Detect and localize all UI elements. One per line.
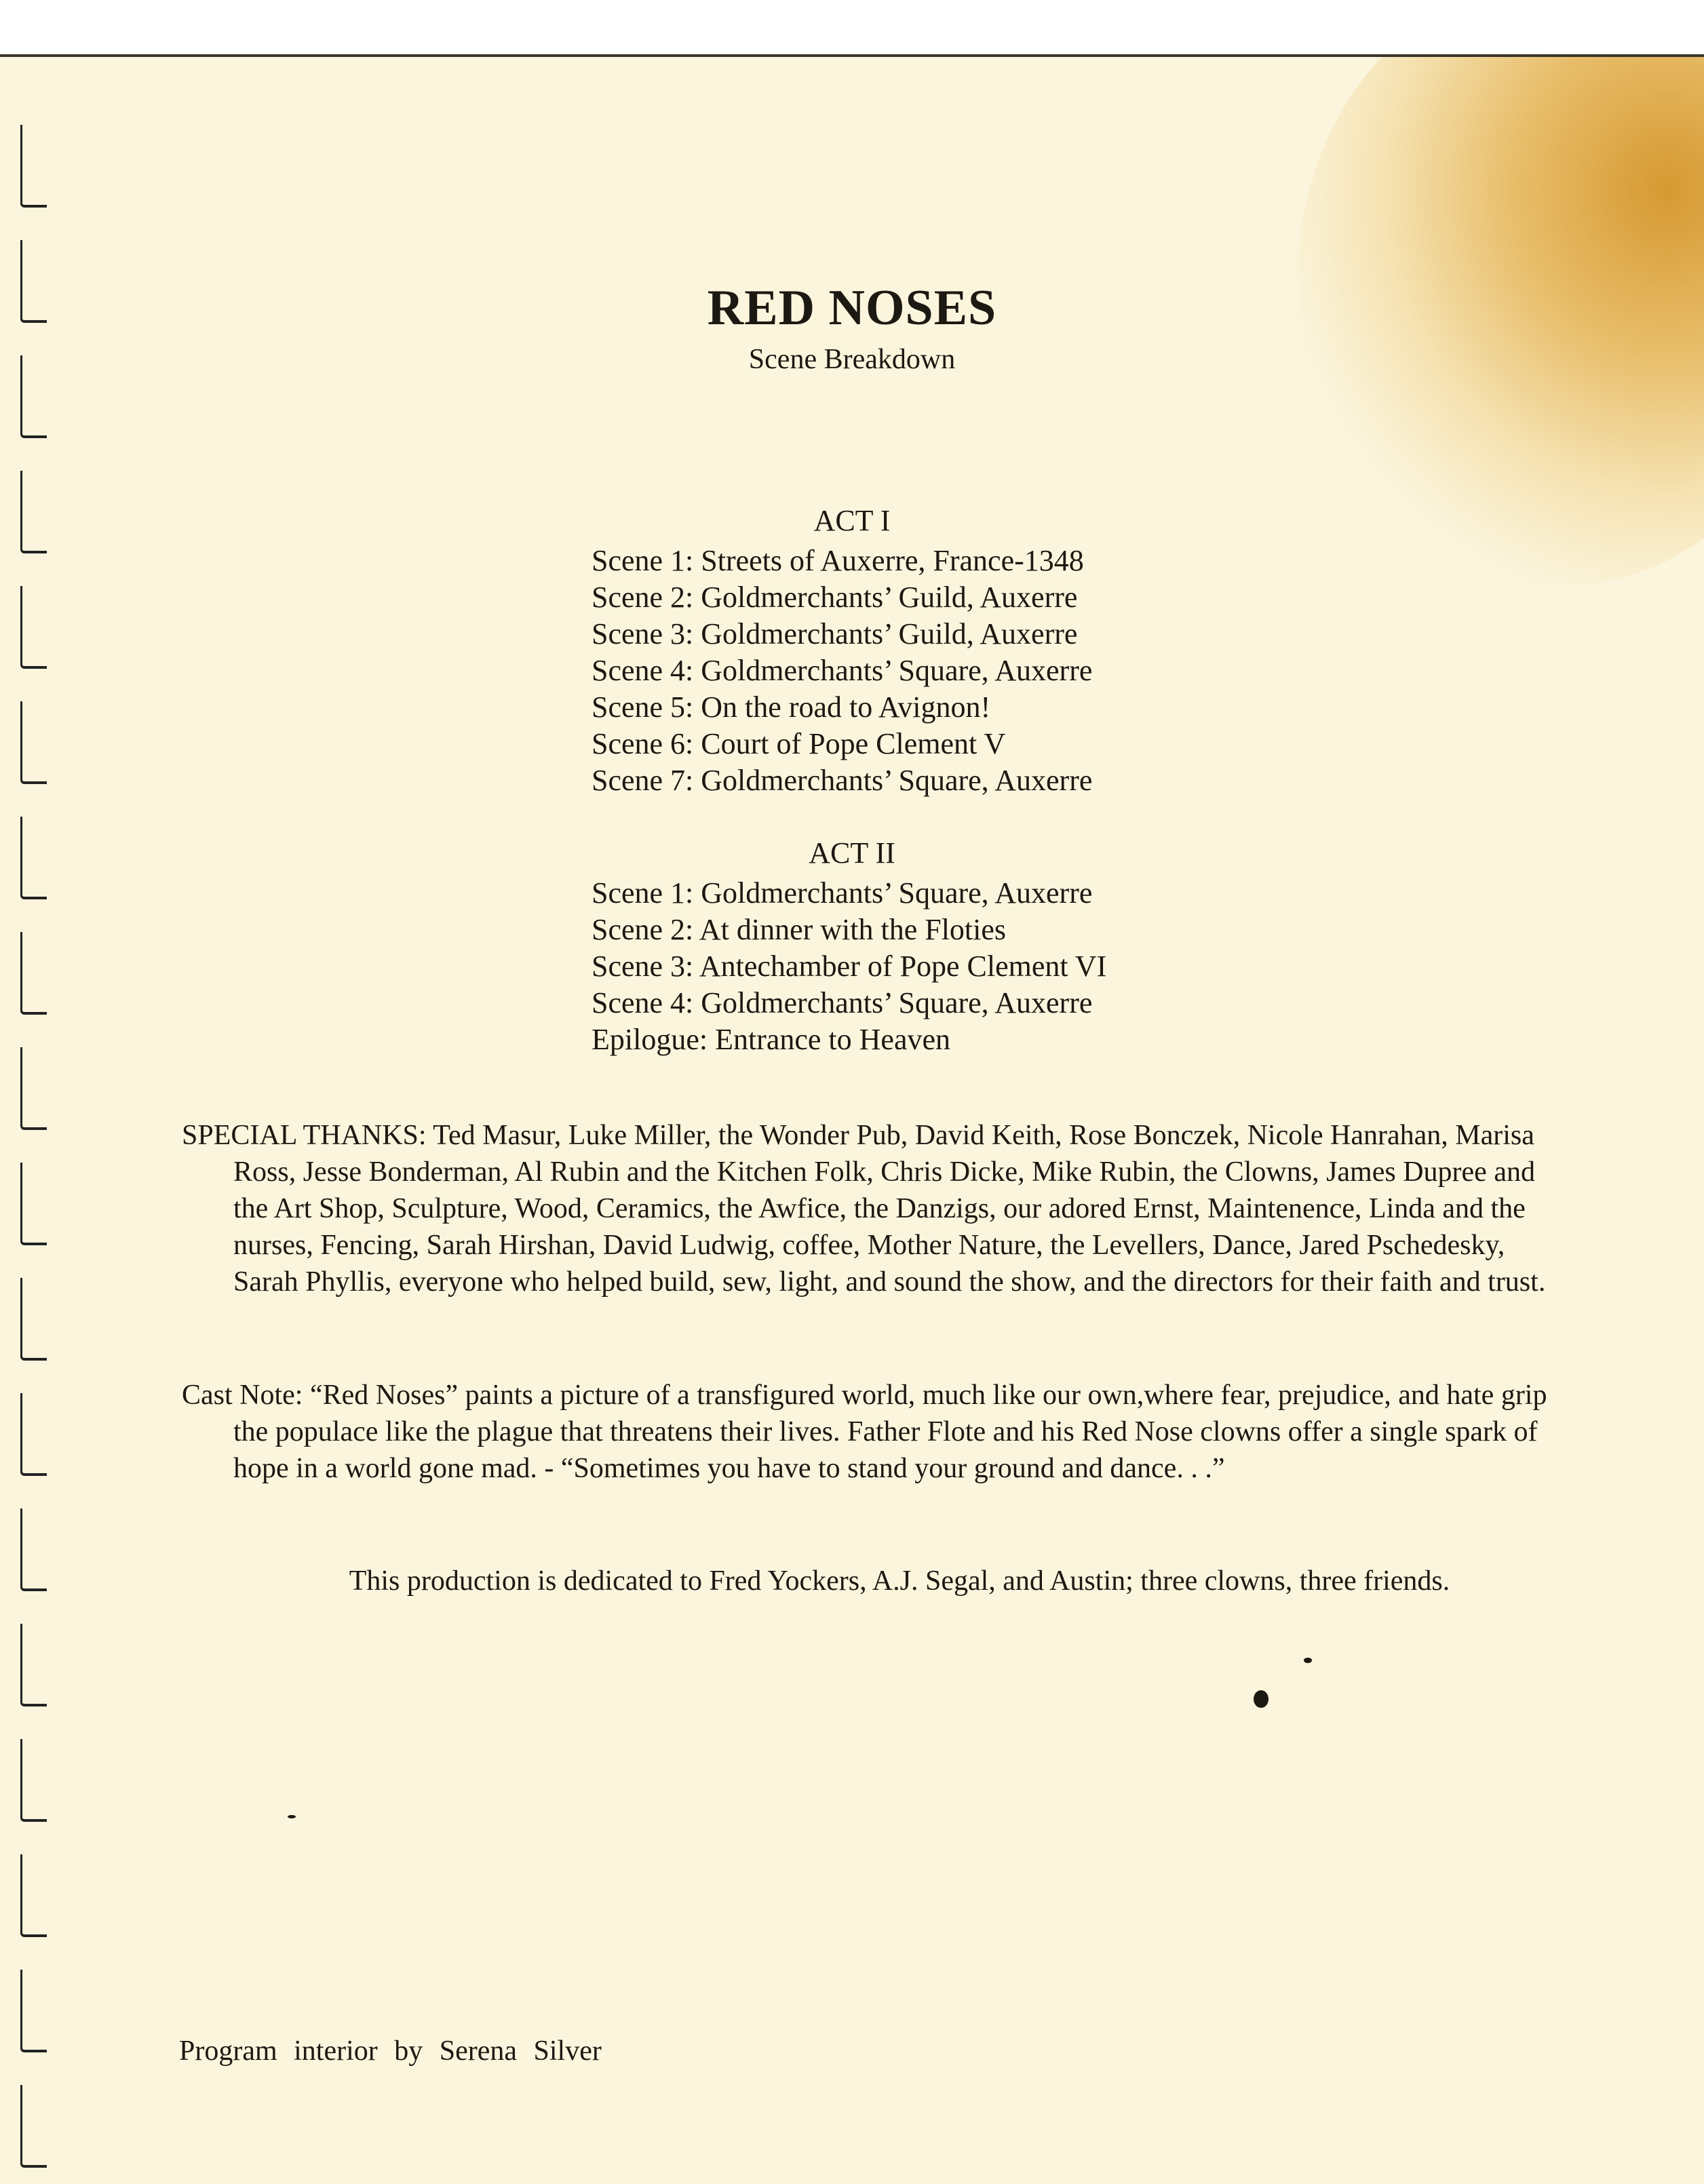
binding-hole xyxy=(20,1278,47,1361)
dedication: This production is dedicated to Fred Yockers, A.J. Segal, and Austin; three clowns, three friends. xyxy=(349,1565,1450,1597)
binding-hole xyxy=(20,932,47,1015)
cast-note: Cast Note: “Red Noses” paints a picture of a transfigured world, much like our own,where fear, prejudice, and hate grip the populace like the plague that threatens their lives. Father Flote and his Red Nose clowns offer a single spark of hope in a world gone mad. - “Sometimes you have to stand your ground and dance. . .” xyxy=(182,1380,1547,1484)
binding-hole xyxy=(20,586,47,669)
scene-item: Scene 3: Antechamber of Pope Clement VI xyxy=(592,950,1107,983)
scene-item: Epilogue: Entrance to Heaven xyxy=(592,1023,951,1056)
act-heading: ACT I xyxy=(813,504,891,537)
scene-item: Scene 2: Goldmerchants’ Guild, Auxerre xyxy=(592,581,1078,614)
act-heading: ACT II xyxy=(809,836,895,870)
binding-hole xyxy=(20,701,47,784)
program-credit: Program interior by Serena Silver xyxy=(179,2035,602,2067)
scene-item: Scene 2: At dinner with the Floties xyxy=(592,913,1007,946)
scene-list-act-2 xyxy=(592,875,1106,1058)
binding-hole xyxy=(20,1854,47,1937)
scene-item: Scene 1: Goldmerchants’ Square, Auxerre xyxy=(592,876,1093,910)
scene-item: Scene 4: Goldmerchants’ Square, Auxerre xyxy=(592,986,1093,1019)
scene-item: Scene 1: Streets of Auxerre, France-1348 xyxy=(592,544,1084,577)
scene-item: Scene 6: Court of Pope Clement V xyxy=(592,727,1006,760)
binding-hole xyxy=(20,125,47,208)
binding-hole xyxy=(20,1624,47,1707)
scene-item: Scene 7: Goldmerchants’ Square, Auxerre xyxy=(592,764,1093,797)
binding-hole xyxy=(20,1393,47,1476)
ink-speck xyxy=(288,1815,296,1818)
scene-item: Scene 4: Goldmerchants’ Square, Auxerre xyxy=(592,654,1093,687)
special-thanks: SPECIAL THANKS: Ted Masur, Luke Miller, the Wonder Pub, David Keith, Rose Bonczek, Nicole Hanrahan, Marisa Ross, Jesse Bonderman, Al Rubin and the Kitchen Folk, Chris Dicke, Mike Rubin, the Clowns, James Dupree and the Art Shop, Sculpture, Wood, Ceramics, the Awfice, the Danzigs, our adored Ernst, Maintenence, Linda and the nurses, Fencing, Sarah Hirshan, David Ludwig, coffee, Mother Nature, the Levellers, Dance, Jared Pschedesky, Sarah Phyllis, everyone who helped build, sew, light, and sound the show, and the directors for their faith and trust. xyxy=(182,1120,1546,1298)
binding-hole xyxy=(20,1047,47,1130)
page-title: RED NOSES xyxy=(707,280,997,336)
binding-hole xyxy=(20,1970,47,2052)
scene-item: Scene 5: On the road to Avignon! xyxy=(592,690,991,724)
ink-speck xyxy=(1304,1658,1312,1663)
page-subtitle: Scene Breakdown xyxy=(748,344,956,375)
scene-item: Scene 3: Goldmerchants’ Guild, Auxerre xyxy=(592,617,1078,650)
binding-hole xyxy=(20,1739,47,1822)
binding-hole xyxy=(20,1163,47,1245)
scene-list-act-1 xyxy=(592,543,1092,799)
ink-speck xyxy=(1254,1690,1269,1708)
spiral-binding xyxy=(20,57,54,2184)
binding-hole xyxy=(20,2085,47,2168)
